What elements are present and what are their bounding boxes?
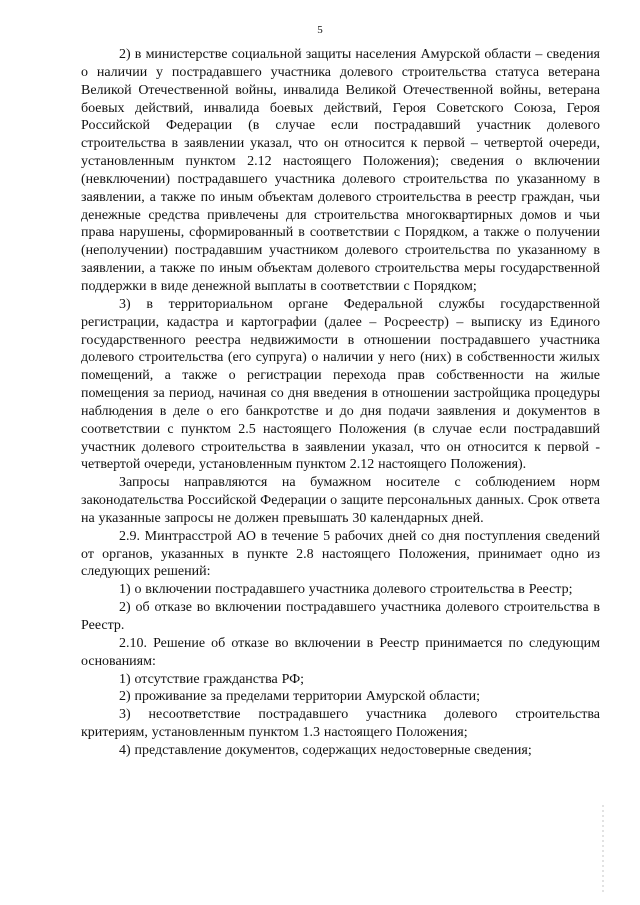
paragraph-ground-residence: 2) проживание за пределами территории Амурской области; [119, 689, 480, 705]
paragraph-requests: Запросы направляются на бумажном носителе с соблюдением норм законодательства Российской Федерации о защите персональных данных. Срок ответа на указанные запросы не должен превышать 30 календарных дней. [81, 475, 600, 526]
paragraph-2-10: 2.10. Решение об отказе во включении в Реестр принимается по следующим основаниям: [81, 635, 600, 669]
paragraph-ministry-social-protection: 2) в министерстве социальной защиты населения Амурской области – сведения о наличии у пострадавшего участника долевого строительства статуса ветерана Великой Отечественной войны, инвалида Великой Отечественной войны, ветерана боевых действий, инвалида боевых действий, Героя Советского Союза, Героя Российской Федерации (в случае если пострадавший участник долевого строительства в заявлении указал, что он относится к первой – четвертой очереди, установленным пунктом 2.12 настоящего Положения); сведения о включении (невключении) пострадавшего участника долевого строительства по указанному в заявлении, а также по иным объектам долевого строительства в реестр граждан, чьи денежные средства привлечены для строительства многоквартирных домов и чьи права нарушены, сформированный в соответствии с Порядком, а также о получении (неполучении) пострадавшим участником долевого строительства по указанному в заявлении, а также по иным объектам долевого строительства меры государственной поддержки в виде денежной выплаты в соответствии с Порядком; [81, 47, 600, 294]
paragraph-decision-include: 1) о включении пострадавшего участника долевого строительства в Реестр; [119, 582, 573, 598]
scan-margin-mark [600, 805, 606, 895]
paragraph-ground-citizenship: 1) отсутствие гражданства РФ; [119, 671, 305, 687]
page-number: 5 [317, 24, 323, 36]
document-body [81, 46, 600, 760]
paragraph-ground-false-documents: 4) представление документов, содержащих недостоверные сведения; [119, 742, 532, 758]
paragraph-decision-refuse: 2) об отказе во включении пострадавшего участника долевого строительства в Реестр. [81, 600, 600, 633]
paragraph-ground-criteria: 3) несоответствие пострадавшего участника долевого строительства критериям, установленным пунктом 1.3 настоящего Положения; [81, 707, 600, 741]
paragraph-2-9: 2.9. Минтрасстрой АО в течение 5 рабочих дней со дня поступления сведений от органов, указанных в пункте 2.8 настоящего Положения, принимает одно из следующих решений: [81, 528, 600, 580]
paragraph-rosreestr: 3) в территориальном органе Федеральной службы государственной регистрации, кадастра и картографии (далее – Росреестр) – выписку из Единого государственного реестра недвижимости в отношении пострадавшего участника долевого строительства (его супруга) о наличии у него (них) в собственности жилых помещений, а также о регистрации перехода прав собственности на жилые помещения за период, начиная со дня введения в отношении застройщика процедуры наблюдения в деле о его банкротстве и до дня подачи заявления и документов в соответствии с пунктом 2.5 настоящего Положения (в случае если пострадавший участник долевого строительства в заявлении указал, что он относится к первой - четвертой очереди, установленным пунктом 2.12 настоящего Положения). [81, 296, 600, 473]
